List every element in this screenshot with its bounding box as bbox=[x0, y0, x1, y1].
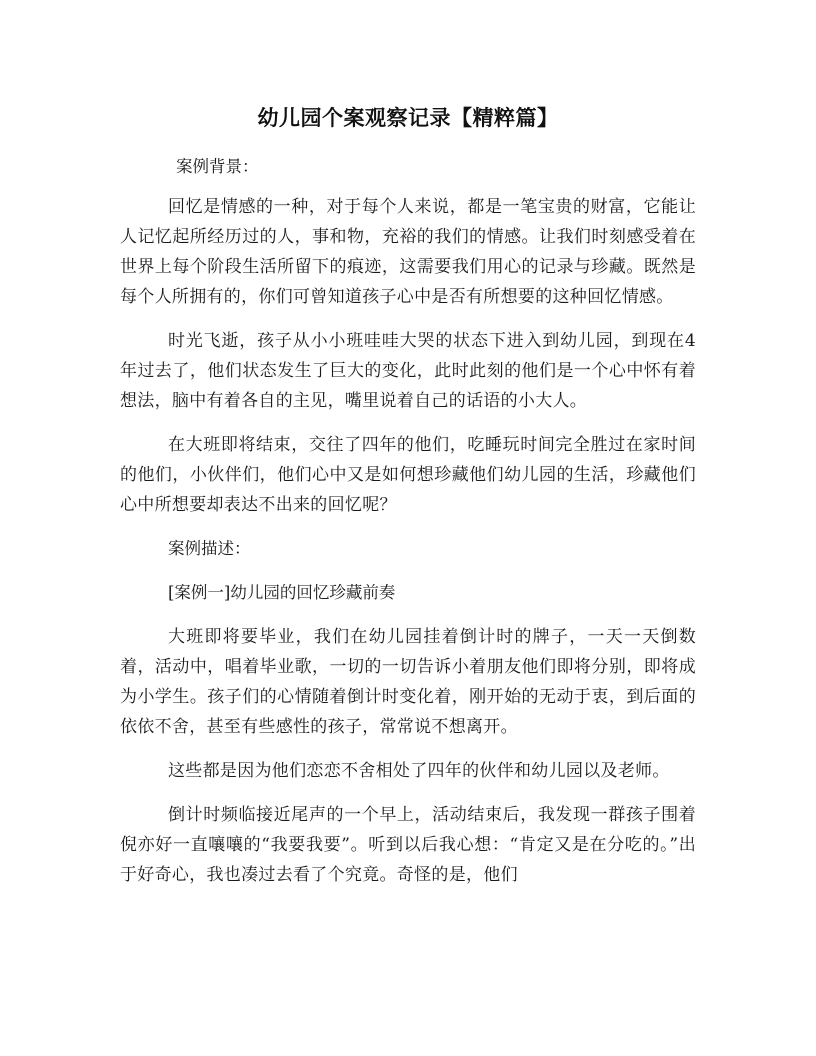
case-description-label: 案例描述： bbox=[168, 539, 251, 558]
paragraph-intro-2: 时光飞逝，孩子从小小班哇哇大哭的状态下进入到幼儿园，到现在4年过去了，他们状态发生了巨大的变化，此时此刻的他们是一个心中怀有着想法，脑中有着各自的主见，嘴里说着自己的话语的小大人。 bbox=[120, 331, 696, 411]
paragraph-case-1: 大班即将要毕业，我们在幼儿园挂着倒计时的牌子，一天一天倒数着，活动中，唱着毕业歌，一切的一切告诉小着朋友他们即将分别，即将成为小学生。孩子们的心情随着倒计时变化着，刚开始的无动于衷，到后面的依依不舍，甚至有些感性的孩子，常常说不想离开。 bbox=[120, 627, 696, 737]
document-page bbox=[120, 98, 696, 890]
paragraph-intro-1: 回忆是情感的一种，对于每个人来说，都是一笔宝贵的财富，它能让人记忆起所经历过的人，事和物，充裕的我们的情感。让我们时刻感受着在世界上每个阶段生活所留下的痕迹，这需要我们用心的记录与珍藏。既然是每个人所拥有的，你们可曾知道孩子心中是否有所想要的这种回忆情感。 bbox=[120, 197, 696, 307]
paragraph-intro-3: 在大班即将结束，交往了四年的他们，吃睡玩时间完全胜过在家时间的他们，小伙伴们，他们心中又是如何想珍藏他们幼儿园的生活，珍藏他们心中所想要却表达不出来的回忆呢？ bbox=[120, 435, 696, 515]
document-title: 幼儿园个案观察记录【精粹篇】 bbox=[257, 106, 559, 130]
paragraph-case-3: 倒计时频临接近尾声的一个早上，活动结束后，我发现一群孩子围着倪亦好一直嚷嚷的“我要我要”。听到以后我心想：“肯定又是在分吃的。”出于好奇心，我也凑过去看了个究竟。奇怪的是，他们 bbox=[120, 805, 696, 885]
paragraph-case-2: 这些都是因为他们恋恋不舍相处了四年的伙伴和幼儿园以及老师。 bbox=[168, 761, 670, 781]
case-background-label: 案例背景： bbox=[176, 157, 259, 176]
case-one-heading: [案例一]幼儿园的回忆珍藏前奏 bbox=[168, 583, 396, 602]
